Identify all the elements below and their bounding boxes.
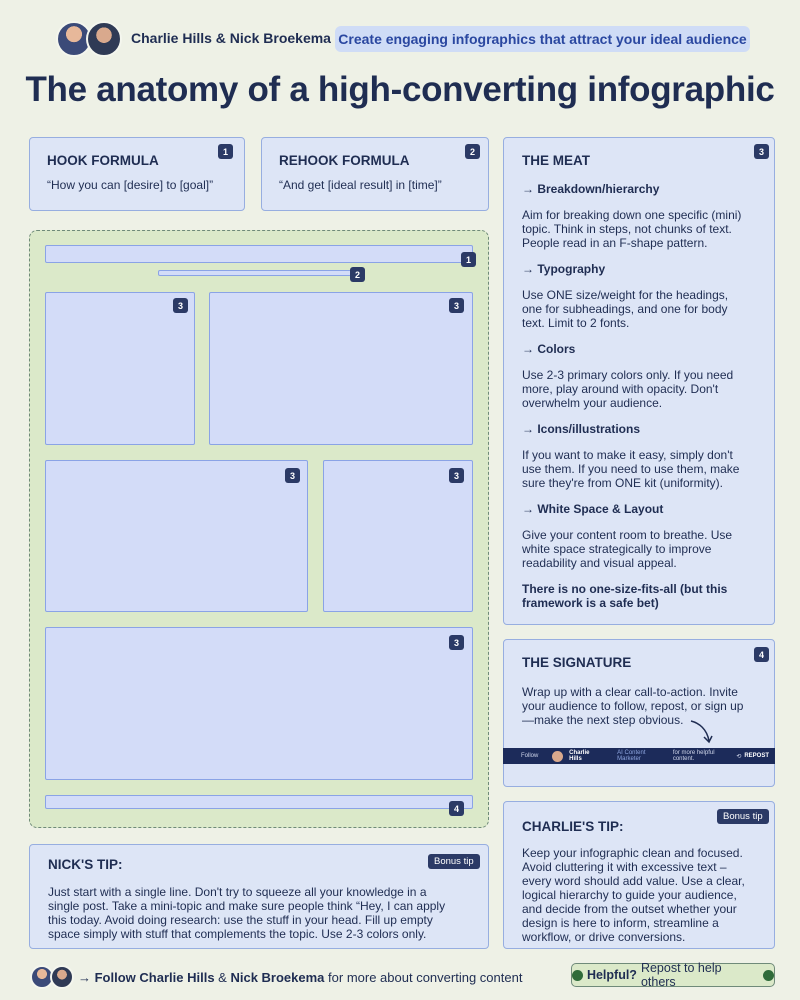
- meat-closing: There is no one-size-fits-all (but this framework is a safe bet): [522, 582, 728, 610]
- banner-more: for more helpful content.: [672, 750, 715, 762]
- wireframe-badge-3: 3: [449, 468, 464, 483]
- banner-follow: Follow: [521, 753, 539, 759]
- meat-heading-icons: → Icons/illustrations: [522, 422, 641, 436]
- meat-heading-colors: → Colors: [522, 342, 576, 356]
- wireframe-badge-4: 4: [449, 801, 464, 816]
- meat-title: THE MEAT: [522, 153, 590, 168]
- hook-card: [29, 137, 245, 211]
- helpful-repost-pill[interactable]: [571, 963, 775, 987]
- curved-arrow-icon: [687, 717, 717, 747]
- wireframe-badge-3: 3: [449, 635, 464, 650]
- wireframe-rehook-bar: [158, 270, 358, 276]
- meat-heading-typography: → Typography: [522, 262, 606, 276]
- meat-text-breakdown: Aim for breaking down one specific (mini) topic. Think in steps, not chunks of text. People read in an F-shape pattern.: [522, 208, 742, 250]
- wireframe-badge-2: 2: [350, 267, 365, 282]
- charlie-bonus-badge: Bonus tip: [717, 809, 769, 824]
- meat-card: [503, 137, 775, 625]
- charlie-tip-text: Keep your infographic clean and focused. Avoid cluttering it with excessive text – every word should add value. Use a clear, logical hierarchy to guide your audience, and decide from the outset whether your design is here to inform, streamline a workflow, or drive conversions.: [522, 846, 745, 944]
- charlie-tip-card: [503, 801, 775, 949]
- banner-name: Charlie Hills: [569, 750, 590, 762]
- banner-role: AI Content Marketer: [617, 750, 646, 762]
- signature-badge: 4: [754, 647, 769, 662]
- rehook-card: [261, 137, 489, 211]
- wireframe-block: [45, 460, 308, 612]
- banner-repost[interactable]: REPOST: [744, 753, 770, 759]
- signature-card: [503, 639, 775, 787]
- smile-icon: [572, 970, 583, 981]
- wireframe-badge-3: 3: [449, 298, 464, 313]
- nick-tip-card: [29, 844, 489, 949]
- meat-badge: 3: [754, 144, 769, 159]
- footer-follow[interactable]: → Follow Charlie Hills & Nick Broekema for more about converting content: [78, 970, 523, 985]
- signature-text: Wrap up with a clear call-to-action. Invite your audience to follow, repost, or sign up —make the next step obvious.: [522, 685, 744, 727]
- nick-tip-title: NICK'S TIP:: [48, 857, 123, 872]
- repost-label: Repost to help others: [640, 961, 722, 989]
- repost-icon: ⟲: [736, 753, 742, 760]
- rehook-title: REHOOK FORMULA: [279, 153, 410, 168]
- footer-avatar-nick: [50, 965, 74, 989]
- wireframe-badge-3: 3: [285, 468, 300, 483]
- signature-banner: [503, 748, 775, 764]
- meat-heading-whitespace: → White Space & Layout: [522, 502, 664, 516]
- wireframe-hook-bar: [45, 245, 473, 263]
- avatar-nick: [86, 21, 122, 57]
- rehook-formula: “And get [ideal result] in [time]”: [279, 178, 442, 192]
- wireframe-badge-1: 1: [461, 252, 476, 267]
- banner-avatar: [552, 751, 563, 762]
- helpful-label: Helpful?: [586, 968, 637, 982]
- nick-tip-text: Just start with a single line. Don't try to squeeze all your knowledge in a single post. Take a mini-topic and make sure people think “Hey, I can apply this today. Avoid doing research: use the stuff in your head. Fill up empty space simply with stuff that complements the topic. Use 2-3 colors only.: [48, 885, 446, 941]
- layout-wireframe: [29, 230, 489, 828]
- wireframe-badge-3: 3: [173, 298, 188, 313]
- meat-text-typography: Use ONE size/weight for the headings, one for subheadings, and one for body text. Limit to 2 fonts.: [522, 288, 729, 330]
- wireframe-block: [45, 292, 195, 445]
- charlie-tip-title: CHARLIE'S TIP:: [522, 819, 624, 834]
- meat-heading-breakdown: → Breakdown/hierarchy: [522, 182, 660, 196]
- meat-text-colors: Use 2-3 primary colors only. If you need more, play around with opacity. Don't overwhelm your audience.: [522, 368, 734, 410]
- hook-formula: “How you can [desire] to [goal]”: [47, 178, 214, 192]
- rehook-badge: 2: [465, 144, 480, 159]
- wireframe-signature-bar: [45, 795, 473, 809]
- authors: Charlie Hills & Nick Broekema: [131, 30, 331, 46]
- signature-title: THE SIGNATURE: [522, 655, 632, 670]
- wireframe-block: [45, 627, 473, 780]
- hook-title: HOOK FORMULA: [47, 153, 159, 168]
- meat-text-whitespace: Give your content room to breathe. Use white space strategically to improve readability and visual appeal.: [522, 528, 733, 570]
- nick-bonus-badge: Bonus tip: [428, 854, 480, 869]
- smile-icon: [763, 970, 774, 981]
- hook-badge: 1: [218, 144, 233, 159]
- meat-text-icons: If you want to make it easy, simply don't use them. If you need to use them, make sure they're from ONE kit (uniformity).: [522, 448, 740, 490]
- wireframe-block: [209, 292, 473, 445]
- tagline: Create engaging infographics that attract your ideal audience: [335, 26, 750, 52]
- page-title: The anatomy of a high-converting infographic: [25, 70, 775, 109]
